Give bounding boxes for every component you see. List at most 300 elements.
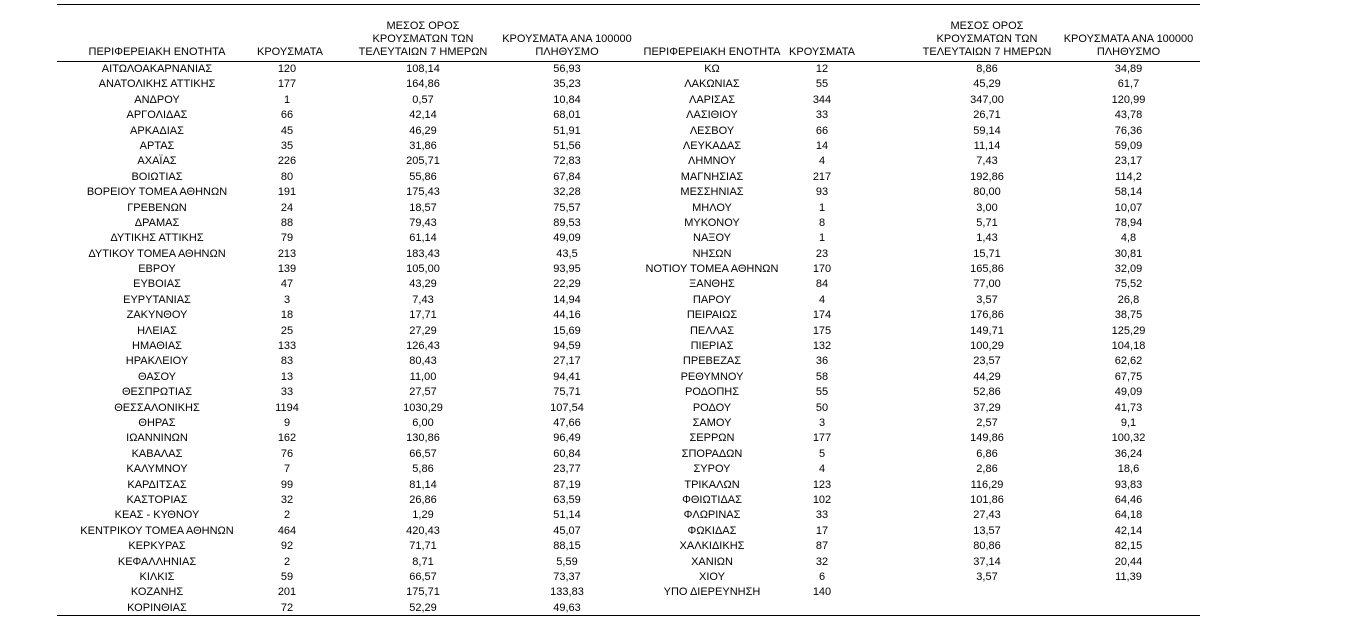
right-avg7-cell: 192,86 xyxy=(970,170,1004,183)
left-cases-cell: 88 xyxy=(280,216,294,229)
right-cases-cell: 36 xyxy=(815,355,829,368)
left-region-cell: ΑΡΤΑΣ xyxy=(139,139,175,152)
right-region-cell: ΝΗΣΩΝ xyxy=(692,247,732,260)
right-cases-cell: 50 xyxy=(815,401,829,414)
left-per100k-cell: 47,66 xyxy=(553,416,581,429)
left-region-cell: ΕΥΒΟΙΑΣ xyxy=(133,278,181,291)
right-avg7-cell: 13,57 xyxy=(973,524,1001,537)
left-avg7-cell: 0,57 xyxy=(412,93,434,106)
right-avg7-cell: 7,43 xyxy=(976,155,998,168)
right-per100k-cell: 67,75 xyxy=(1114,370,1143,383)
table-row xyxy=(57,154,1200,169)
right-cases-cell: 33 xyxy=(815,109,829,122)
left-region-cell: ΙΩΑΝΝΙΝΩΝ xyxy=(126,432,188,445)
right-per100k-cell: 64,18 xyxy=(1114,509,1143,522)
left-avg7-cell: 5,86 xyxy=(412,463,434,476)
left-region-cell: ΓΡΕΒΕΝΩΝ xyxy=(127,201,187,214)
left-region-cell: ΑΙΤΩΛΟΑΚΑΡΝΑΝΙΑΣ xyxy=(101,63,213,75)
right-avg7-cell: 149,71 xyxy=(970,324,1004,337)
right-cases-cell: 4 xyxy=(818,293,826,306)
right-avg7-cell: 27,43 xyxy=(973,509,1001,522)
left-cases-cell: 3 xyxy=(283,293,291,306)
left-per100k-cell: 44,16 xyxy=(553,309,581,322)
table-row xyxy=(57,447,1200,462)
left-cases-cell: 24 xyxy=(280,201,294,214)
left-per100k-cell: 72,83 xyxy=(553,155,581,168)
right-avg7-cell: 165,86 xyxy=(970,263,1004,276)
right-cases-cell: 55 xyxy=(815,78,829,91)
left-avg7-cell: 164,86 xyxy=(406,78,440,91)
right-avg7-cell: 1,43 xyxy=(976,232,998,245)
left-per100k-cell: 75,71 xyxy=(553,386,581,399)
left-per100k-cell: 23,77 xyxy=(553,463,581,476)
left-per100k-cell: 94,59 xyxy=(553,340,581,353)
table-row xyxy=(57,570,1200,585)
left-avg7-cell: 80,43 xyxy=(409,355,437,368)
right-per100k-cell: 120,99 xyxy=(1111,93,1146,106)
right-avg7-cell: 2,86 xyxy=(976,463,998,476)
left-avg7-cell: 26,86 xyxy=(409,493,437,506)
left-cases-cell: 2 xyxy=(283,509,291,522)
right-cases-cell: 4 xyxy=(818,155,826,168)
right-cases-cell: 174 xyxy=(812,309,832,322)
right-cases-cell: 14 xyxy=(815,139,829,152)
right-avg7-cell: 11,14 xyxy=(973,139,1001,152)
right-avg7-cell: 3,57 xyxy=(976,293,998,306)
left-per100k-cell: 60,84 xyxy=(553,447,581,460)
left-per100k-cell: 73,37 xyxy=(553,570,581,583)
right-avg7-cell: 3,57 xyxy=(976,570,998,583)
right-cases-cell: 4 xyxy=(818,463,826,476)
right-region-cell: ΠΑΡΟΥ xyxy=(692,293,732,306)
left-avg7-cell: 108,14 xyxy=(406,63,440,75)
left-cases-cell: 1 xyxy=(283,93,291,106)
right-per100k-cell: 32,09 xyxy=(1114,263,1143,276)
right-cases-cell: 1 xyxy=(818,201,826,214)
right-avg7-cell: 101,86 xyxy=(970,493,1004,506)
left-per100k-cell: 5,59 xyxy=(556,555,578,568)
left-region-cell: ΒΟΙΩΤΙΑΣ xyxy=(131,170,183,183)
left-region-cell: ΚΑΒΑΛΑΣ xyxy=(131,447,183,460)
table-row xyxy=(57,416,1200,431)
left-avg7-cell: 43,29 xyxy=(409,278,437,291)
left-avg7-cell: 18,57 xyxy=(409,201,437,214)
right-per100k-cell: 34,89 xyxy=(1114,63,1143,75)
left-cases-cell: 79 xyxy=(280,232,294,245)
left-avg7-cell: 52,29 xyxy=(409,601,437,614)
right-per100k-cell: 93,83 xyxy=(1114,478,1143,491)
right-cases-cell: 23 xyxy=(815,247,829,260)
left-region-cell: ΚΑΡΔΙΤΣΑΣ xyxy=(127,478,187,491)
left-cases-cell: 213 xyxy=(277,247,297,260)
right-region-cell: ΥΠΟ ΔΙΕΡΕΥΝΗΣΗ xyxy=(663,586,761,599)
table-bottom-rule xyxy=(57,615,1200,616)
left-per100k-cell: 94,41 xyxy=(553,370,581,383)
right-per100k-cell: 114,2 xyxy=(1115,170,1142,183)
left-cases-cell: 7 xyxy=(283,463,291,476)
right-cases-cell: 344 xyxy=(812,93,832,106)
table-row xyxy=(57,185,1200,200)
left-per100k-cell: 14,94 xyxy=(553,293,581,306)
left-region-cell: ΚΕΑΣ - ΚΥΘΝΟΥ xyxy=(114,509,200,522)
left-region-cell: ΚΕΝΤΡΙΚΟΥ ΤΟΜΕΑ ΑΘΗΝΩΝ xyxy=(80,524,234,537)
right-cases-cell: 87 xyxy=(815,540,829,553)
right-avg7-cell: 80,86 xyxy=(973,540,1001,553)
right-region-cell: ΛΕΣΒΟΥ xyxy=(689,124,735,137)
right-cases-cell: 12 xyxy=(815,63,829,75)
table-row xyxy=(57,585,1200,600)
right-region-cell: ΡΟΔΟΥ xyxy=(692,401,732,414)
table-row xyxy=(57,339,1200,354)
left-per100k-cell: 43,5 xyxy=(556,247,578,260)
table-row xyxy=(57,555,1200,570)
left-per100k-cell: 10,84 xyxy=(553,93,581,106)
left-region-cell: ΔΥΤΙΚΟΥ ΤΟΜΕΑ ΑΘΗΝΩΝ xyxy=(88,247,226,260)
table-row xyxy=(57,478,1200,493)
right-per100k-cell: 42,14 xyxy=(1114,524,1143,537)
left-region-cell: ΚΑΣΤΟΡΙΑΣ xyxy=(126,493,188,506)
left-cases-cell: 9 xyxy=(283,416,291,429)
left-avg7-cell: 31,86 xyxy=(409,139,437,152)
left-per100k-cell: 75,57 xyxy=(553,201,581,214)
left-avg7-cell: 11,00 xyxy=(409,370,437,383)
right-avg7-cell: 6,86 xyxy=(976,447,998,460)
left-cases-cell: 92 xyxy=(280,540,294,553)
right-per100k-cell: 75,52 xyxy=(1114,278,1143,291)
left-cases-cell: 464 xyxy=(277,524,297,537)
right-region-cell: ΛΕΥΚΑΔΑΣ xyxy=(682,139,742,152)
left-region-cell: ΘΕΣΣΑΛΟΝΙΚΗΣ xyxy=(114,401,200,414)
right-region-cell: ΞΑΝΘΗΣ xyxy=(689,278,735,291)
right-per100k-cell: 61,7 xyxy=(1117,78,1140,91)
table-row xyxy=(57,431,1200,446)
right-region-cell: ΡΕΘΥΜΝΟΥ xyxy=(680,370,744,383)
left-avg7-cell: 1,29 xyxy=(412,509,434,522)
table-row xyxy=(57,370,1200,385)
right-region-cell: ΧΑΝΙΩΝ xyxy=(691,555,733,568)
left-region-cell: ΗΡΑΚΛΕΙΟΥ xyxy=(125,355,189,368)
right-per100k-cell: 82,15 xyxy=(1114,540,1143,553)
header-cases-left: ΚΡΟΥΣΜΑΤΑ xyxy=(257,46,323,58)
table-row xyxy=(57,601,1200,616)
header-per100k-right: ΚΡΟΥΣΜΑΤΑ ΑΝΑ 100000 ΠΛΗΘΥΣΜΟ xyxy=(1063,33,1194,58)
left-cases-cell: 33 xyxy=(280,386,294,399)
table-row xyxy=(57,77,1200,92)
right-cases-cell: 217 xyxy=(812,170,832,183)
left-per100k-cell: 88,15 xyxy=(553,540,581,553)
right-per100k-cell: 41,73 xyxy=(1114,401,1143,414)
right-cases-cell: 123 xyxy=(812,478,832,491)
right-region-cell: ΝΑΞΟΥ xyxy=(693,232,731,245)
left-region-cell: ΚΕΡΚΥΡΑΣ xyxy=(128,540,186,553)
right-region-cell: ΝΟΤΙΟΥ ΤΟΜΕΑ ΑΘΗΝΩΝ xyxy=(645,263,779,276)
right-per100k-cell: 9,1 xyxy=(1120,416,1137,429)
left-per100k-cell: 15,69 xyxy=(553,324,581,337)
right-region-cell: ΜΥΚΟΝΟΥ xyxy=(684,216,740,229)
right-region-cell: ΠΕΙΡΑΙΩΣ xyxy=(686,309,738,322)
left-avg7-cell: 81,14 xyxy=(409,478,437,491)
left-region-cell: ΚΙΛΚΙΣ xyxy=(139,570,175,583)
left-per100k-cell: 49,63 xyxy=(553,601,581,614)
table-row xyxy=(57,539,1200,554)
right-avg7-cell: 59,14 xyxy=(973,124,1001,137)
right-cases-cell: 6 xyxy=(818,570,826,583)
left-avg7-cell: 66,57 xyxy=(409,447,437,460)
table-row xyxy=(57,170,1200,185)
left-region-cell: ΚΑΛΥΜΝΟΥ xyxy=(126,463,188,476)
table-row xyxy=(57,524,1200,539)
left-avg7-cell: 175,43 xyxy=(406,186,440,199)
left-avg7-cell: 7,43 xyxy=(412,293,434,306)
right-region-cell: ΠΡΕΒΕΖΑΣ xyxy=(682,355,742,368)
right-region-cell: ΤΡΙΚΑΛΩΝ xyxy=(684,478,740,491)
right-cases-cell: 1 xyxy=(818,232,826,245)
left-cases-cell: 13 xyxy=(280,370,294,383)
right-avg7-cell: 15,71 xyxy=(973,247,1001,260)
left-cases-cell: 47 xyxy=(280,278,294,291)
right-avg7-cell: 116,29 xyxy=(970,478,1004,491)
right-per100k-cell: 10,07 xyxy=(1114,201,1143,214)
right-per100k-cell: 36,24 xyxy=(1114,447,1143,460)
left-cases-cell: 120 xyxy=(277,63,297,75)
table-row xyxy=(57,354,1200,369)
left-region-cell: ΚΟΡΙΝΘΙΑΣ xyxy=(127,601,187,614)
right-per100k-cell: 18,6 xyxy=(1117,463,1140,476)
left-per100k-cell: 51,56 xyxy=(553,139,581,152)
left-region-cell: ΚΕΦΑΛΛΗΝΙΑΣ xyxy=(117,555,197,568)
left-region-cell: ΗΛΕΙΑΣ xyxy=(137,324,177,337)
table-row xyxy=(57,262,1200,277)
left-per100k-cell: 32,28 xyxy=(553,186,581,199)
left-region-cell: ΘΗΡΑΣ xyxy=(138,416,176,429)
left-per100k-cell: 89,53 xyxy=(553,216,581,229)
right-cases-cell: 8 xyxy=(818,216,826,229)
left-region-cell: ΑΝΑΤΟΛΙΚΗΣ ΑΤΤΙΚΗΣ xyxy=(98,78,216,91)
right-avg7-cell: 2,57 xyxy=(976,416,998,429)
header-region-left: ΠΕΡΙΦΕΡΕΙΑΚΗ ΕΝΟΤΗΤΑ xyxy=(88,46,226,58)
left-avg7-cell: 71,71 xyxy=(409,540,437,553)
table-row xyxy=(57,201,1200,216)
left-avg7-cell: 66,57 xyxy=(409,570,437,583)
right-per100k-cell: 58,14 xyxy=(1114,186,1143,199)
table-row xyxy=(57,508,1200,523)
right-cases-cell: 32 xyxy=(815,555,829,568)
left-region-cell: ΕΒΡΟΥ xyxy=(138,263,176,276)
left-avg7-cell: 55,86 xyxy=(409,170,437,183)
right-cases-cell: 58 xyxy=(815,370,829,383)
left-per100k-cell: 93,95 xyxy=(553,263,581,276)
left-per100k-cell: 51,91 xyxy=(553,124,581,137)
left-per100k-cell: 49,09 xyxy=(553,232,581,245)
right-cases-cell: 102 xyxy=(812,493,832,506)
table-row xyxy=(57,277,1200,292)
right-avg7-cell: 37,14 xyxy=(973,555,1001,568)
right-region-cell: ΚΩ xyxy=(704,63,720,75)
right-avg7-cell: 80,00 xyxy=(973,186,1001,199)
right-avg7-cell: 77,00 xyxy=(973,278,1001,291)
left-region-cell: ΚΟΖΑΝΗΣ xyxy=(130,586,184,599)
right-avg7-cell: 26,71 xyxy=(973,109,1001,122)
right-region-cell: ΣΕΡΡΩΝ xyxy=(689,432,735,445)
left-cases-cell: 66 xyxy=(280,109,294,122)
header-region-right: ΠΕΡΙΦΕΡΕΙΑΚΗ ΕΝΟΤΗΤΑ xyxy=(643,46,781,58)
left-avg7-cell: 6,00 xyxy=(412,416,434,429)
left-region-cell: ΑΡΚΑΔΙΑΣ xyxy=(130,124,184,137)
right-avg7-cell: 5,71 xyxy=(976,216,998,229)
right-per100k-cell: 59,09 xyxy=(1114,139,1143,152)
right-avg7-cell: 23,57 xyxy=(973,355,1001,368)
left-cases-cell: 226 xyxy=(277,155,297,168)
left-region-cell: ΒΟΡΕΙΟΥ ΤΟΜΕΑ ΑΘΗΝΩΝ xyxy=(86,186,228,199)
left-avg7-cell: 27,29 xyxy=(409,324,437,337)
left-cases-cell: 72 xyxy=(280,601,294,614)
left-cases-cell: 18 xyxy=(280,309,294,322)
left-cases-cell: 201 xyxy=(277,586,297,599)
left-region-cell: ΔΡΑΜΑΣ xyxy=(134,216,180,229)
right-region-cell: ΠΕΛΛΑΣ xyxy=(689,324,735,337)
right-cases-cell: 93 xyxy=(815,186,829,199)
left-per100k-cell: 27,17 xyxy=(553,355,581,368)
left-per100k-cell: 35,23 xyxy=(553,78,581,91)
left-region-cell: ΘΑΣΟΥ xyxy=(137,370,177,383)
table-row xyxy=(57,108,1200,123)
left-avg7-cell: 61,14 xyxy=(409,232,437,245)
left-cases-cell: 99 xyxy=(280,478,294,491)
left-cases-cell: 59 xyxy=(280,570,294,583)
right-region-cell: ΛΑΣΙΘΙΟΥ xyxy=(686,109,738,122)
left-avg7-cell: 175,71 xyxy=(406,586,440,599)
left-cases-cell: 1194 xyxy=(275,401,299,414)
left-per100k-cell: 133,83 xyxy=(550,586,584,599)
right-per100k-cell: 43,78 xyxy=(1114,109,1143,122)
table-row xyxy=(57,308,1200,323)
left-per100k-cell: 22,29 xyxy=(553,278,581,291)
left-avg7-cell: 79,43 xyxy=(409,216,437,229)
left-cases-cell: 32 xyxy=(280,493,294,506)
header-per100k-left: ΚΡΟΥΣΜΑΤΑ ΑΝΑ 100000 ΠΛΗΘΥΣΜΟ xyxy=(502,33,632,58)
left-avg7-cell: 1030,29 xyxy=(403,401,443,414)
left-cases-cell: 25 xyxy=(280,324,294,337)
left-avg7-cell: 183,43 xyxy=(406,247,440,260)
right-cases-cell: 140 xyxy=(812,586,832,599)
right-region-cell: ΠΙΕΡΙΑΣ xyxy=(690,340,734,353)
right-cases-cell: 17 xyxy=(815,524,829,537)
table-row xyxy=(57,324,1200,339)
left-per100k-cell: 51,14 xyxy=(553,509,581,522)
table-header xyxy=(57,4,1200,61)
right-region-cell: ΣΥΡΟΥ xyxy=(693,463,731,476)
left-per100k-cell: 68,01 xyxy=(553,109,581,122)
right-per100k-cell: 78,94 xyxy=(1114,216,1143,229)
left-cases-cell: 177 xyxy=(277,78,297,91)
right-cases-cell: 84 xyxy=(815,278,829,291)
table-row xyxy=(57,124,1200,139)
right-avg7-cell: 8,86 xyxy=(976,63,998,75)
table-row xyxy=(57,293,1200,308)
left-avg7-cell: 17,71 xyxy=(409,309,437,322)
table-row xyxy=(57,385,1200,400)
left-region-cell: ΗΜΑΘΙΑΣ xyxy=(132,340,182,353)
left-cases-cell: 76 xyxy=(280,447,294,460)
right-cases-cell: 175 xyxy=(812,324,832,337)
right-avg7-cell: 347,00 xyxy=(970,93,1004,106)
left-avg7-cell: 420,43 xyxy=(406,524,440,537)
right-per100k-cell: 62,62 xyxy=(1114,355,1143,368)
right-cases-cell: 66 xyxy=(815,124,829,137)
right-per100k-cell: 26,8 xyxy=(1117,293,1140,306)
table-row xyxy=(57,401,1200,416)
left-per100k-cell: 87,19 xyxy=(553,478,581,491)
right-region-cell: ΣΠΟΡΑΔΩΝ xyxy=(681,447,743,460)
header-avg7-left: ΜΕΣΟΣ ΟΡΟΣ ΚΡΟΥΣΜΑΤΩΝ ΤΩΝ ΤΕΛΕΥΤΑΙΩΝ 7 ΗΜΕΡΩΝ xyxy=(358,20,488,58)
right-region-cell: ΛΑΡΙΣΑΣ xyxy=(688,93,735,106)
left-avg7-cell: 8,71 xyxy=(412,555,434,568)
right-cases-cell: 5 xyxy=(818,447,826,460)
right-region-cell: ΧΙΟΥ xyxy=(699,570,725,583)
right-per100k-cell: 100,32 xyxy=(1111,432,1146,445)
left-avg7-cell: 205,71 xyxy=(406,155,440,168)
left-avg7-cell: 105,00 xyxy=(406,263,440,276)
left-avg7-cell: 130,86 xyxy=(406,432,440,445)
left-cases-cell: 162 xyxy=(277,432,297,445)
left-cases-cell: 45 xyxy=(280,124,294,137)
right-per100k-cell: 125,29 xyxy=(1111,324,1146,337)
left-region-cell: ΕΥΡΥΤΑΝΙΑΣ xyxy=(123,293,191,306)
right-per100k-cell: 38,75 xyxy=(1114,309,1143,322)
left-per100k-cell: 45,07 xyxy=(553,524,581,537)
right-avg7-cell: 149,86 xyxy=(970,432,1004,445)
left-region-cell: ΑΝΔΡΟΥ xyxy=(134,93,180,106)
left-per100k-cell: 56,93 xyxy=(553,63,581,75)
left-cases-cell: 83 xyxy=(280,355,294,368)
right-region-cell: ΣΑΜΟΥ xyxy=(692,416,732,429)
right-per100k-cell: 104,18 xyxy=(1111,340,1146,353)
right-region-cell: ΜΕΣΣΗΝΙΑΣ xyxy=(680,186,744,199)
table-row xyxy=(57,493,1200,508)
right-avg7-cell: 45,29 xyxy=(973,78,1001,91)
right-region-cell: ΦΘΙΩΤΙΔΑΣ xyxy=(682,493,742,506)
right-per100k-cell: 4,8 xyxy=(1120,232,1137,245)
right-cases-cell: 177 xyxy=(812,432,832,445)
left-region-cell: ΘΕΣΠΡΩΤΙΑΣ xyxy=(121,386,193,399)
left-cases-cell: 35 xyxy=(280,139,294,152)
left-cases-cell: 139 xyxy=(277,263,297,276)
right-region-cell: ΜΑΓΝΗΣΙΑΣ xyxy=(680,170,744,183)
header-avg7-right: ΜΕΣΟΣ ΟΡΟΣ ΚΡΟΥΣΜΑΤΩΝ ΤΩΝ ΤΕΛΕΥΤΑΙΩΝ 7 ΗΜΕΡΩΝ xyxy=(922,20,1052,58)
right-per100k-cell: 11,39 xyxy=(1115,570,1142,583)
right-per100k-cell: 30,81 xyxy=(1114,247,1143,260)
left-avg7-cell: 42,14 xyxy=(409,109,437,122)
right-cases-cell: 132 xyxy=(812,340,832,353)
left-region-cell: ΔΥΤΙΚΗΣ ΑΤΤΙΚΗΣ xyxy=(110,232,204,245)
right-avg7-cell: 44,29 xyxy=(973,370,1001,383)
table-row xyxy=(57,462,1200,477)
right-per100k-cell: 64,46 xyxy=(1114,493,1143,506)
right-cases-cell: 3 xyxy=(818,416,826,429)
table-row xyxy=(57,93,1200,108)
left-per100k-cell: 96,49 xyxy=(553,432,581,445)
right-cases-cell: 33 xyxy=(815,509,829,522)
left-region-cell: ΑΧΑΪΑΣ xyxy=(137,155,177,168)
left-region-cell: ΖΑΚΥΝΘΟΥ xyxy=(126,309,188,322)
right-per100k-cell: 49,09 xyxy=(1114,386,1143,399)
right-cases-cell: 55 xyxy=(815,386,829,399)
right-per100k-cell: 20,44 xyxy=(1114,555,1143,568)
table-row xyxy=(57,62,1200,77)
right-region-cell: ΜΗΛΟΥ xyxy=(692,201,732,214)
left-avg7-cell: 46,29 xyxy=(409,124,437,137)
table-row xyxy=(57,231,1200,246)
